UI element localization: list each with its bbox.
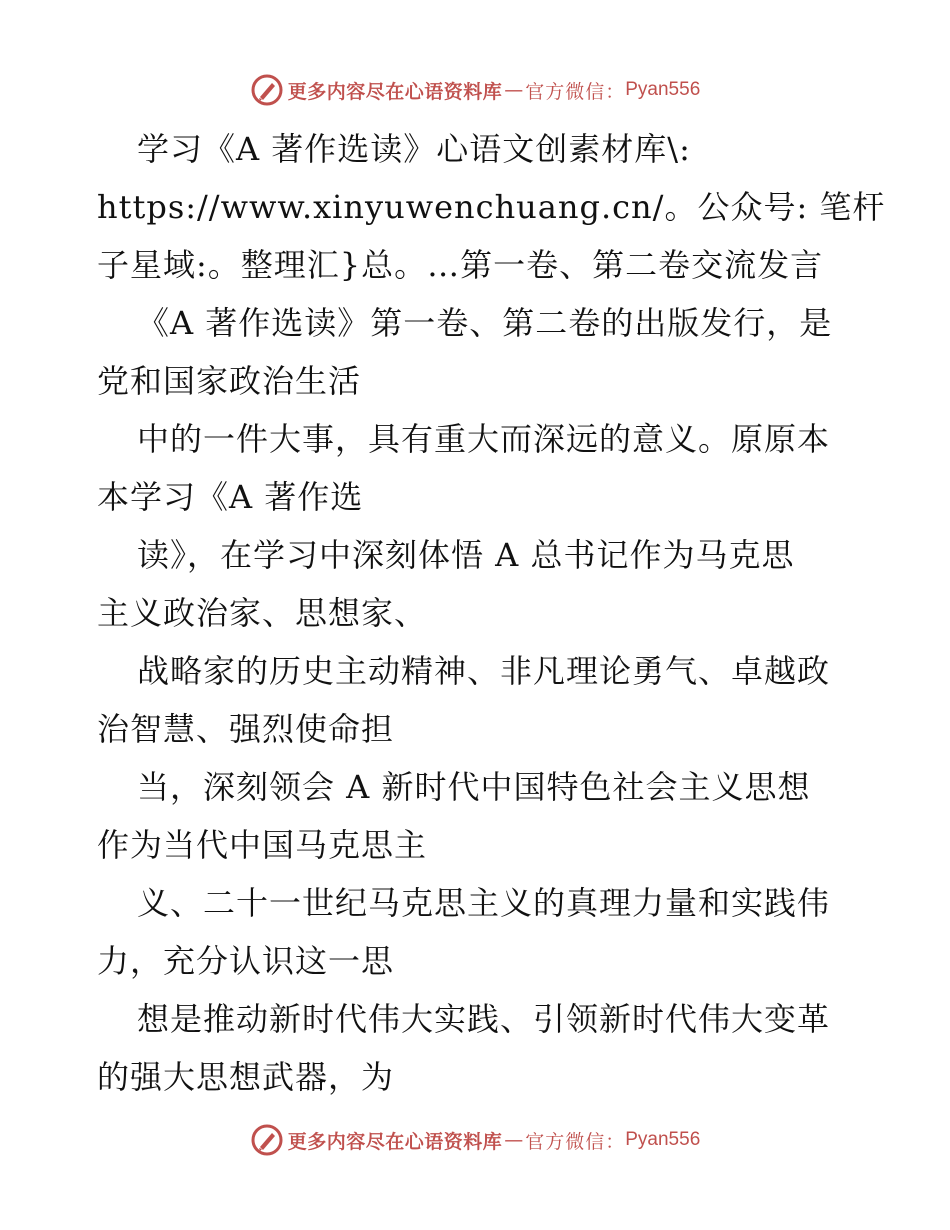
body-line: 党和国家政治生活	[97, 362, 362, 400]
pen-nib-logo-icon	[250, 1123, 284, 1157]
body-line: 子星域:。整理汇}总。…第一卷、第二卷交流发言	[97, 246, 824, 284]
body-line: 治智慧、强烈使命担	[97, 710, 395, 748]
body-line: 中的一件大事，具有重大而深远的意义。原原本	[137, 420, 831, 458]
body-line: 读》，在学习中深刻体悟 A 总书记作为马克思	[137, 536, 795, 574]
body-line: 《A 著作选读》第一卷、第二卷的出版发行，是	[137, 304, 833, 342]
body-line: 战略家的历史主动精神、非凡理论勇气、卓越政	[137, 652, 831, 690]
body-line: 的强大思想武器，为	[97, 1058, 395, 1096]
header-wechat-id: Pyan556	[625, 79, 701, 100]
document-body	[97, 120, 886, 1106]
body-line: 想是推动新时代伟大实践、引领新时代伟大变革	[137, 1000, 831, 1038]
footer-banner	[0, 1120, 950, 1160]
footer-dash: —	[504, 1129, 524, 1151]
body-line: 学习《A 著作选读》心语文创素材库\:	[137, 130, 691, 168]
header-dash: —	[504, 79, 524, 101]
body-line: 主义政治家、思想家、	[97, 594, 428, 632]
header-wechat-label: 官方微信：	[525, 80, 626, 103]
body-line: 本学习《A 著作选	[97, 478, 364, 516]
body-line: 力，充分认识这一思	[97, 942, 395, 980]
body-line: https://www.xinyuwenchuang.cn/。公众号: 笔杆	[97, 188, 886, 226]
body-line: 义、二十一世纪马克思主义的真理力量和实践伟	[137, 884, 831, 922]
header-promo-text: 更多内容尽在心语资料库	[287, 80, 503, 103]
body-line: 作为当代中国马克思主	[97, 826, 428, 864]
footer-wechat-id: Pyan556	[625, 1129, 701, 1150]
body-line: 当，深刻领会 A 新时代中国特色社会主义思想	[137, 768, 811, 806]
pen-nib-logo-icon	[250, 73, 284, 107]
header-banner	[0, 70, 950, 110]
footer-wechat-label: 官方微信：	[525, 1130, 626, 1153]
footer-promo-text: 更多内容尽在心语资料库	[287, 1130, 503, 1153]
